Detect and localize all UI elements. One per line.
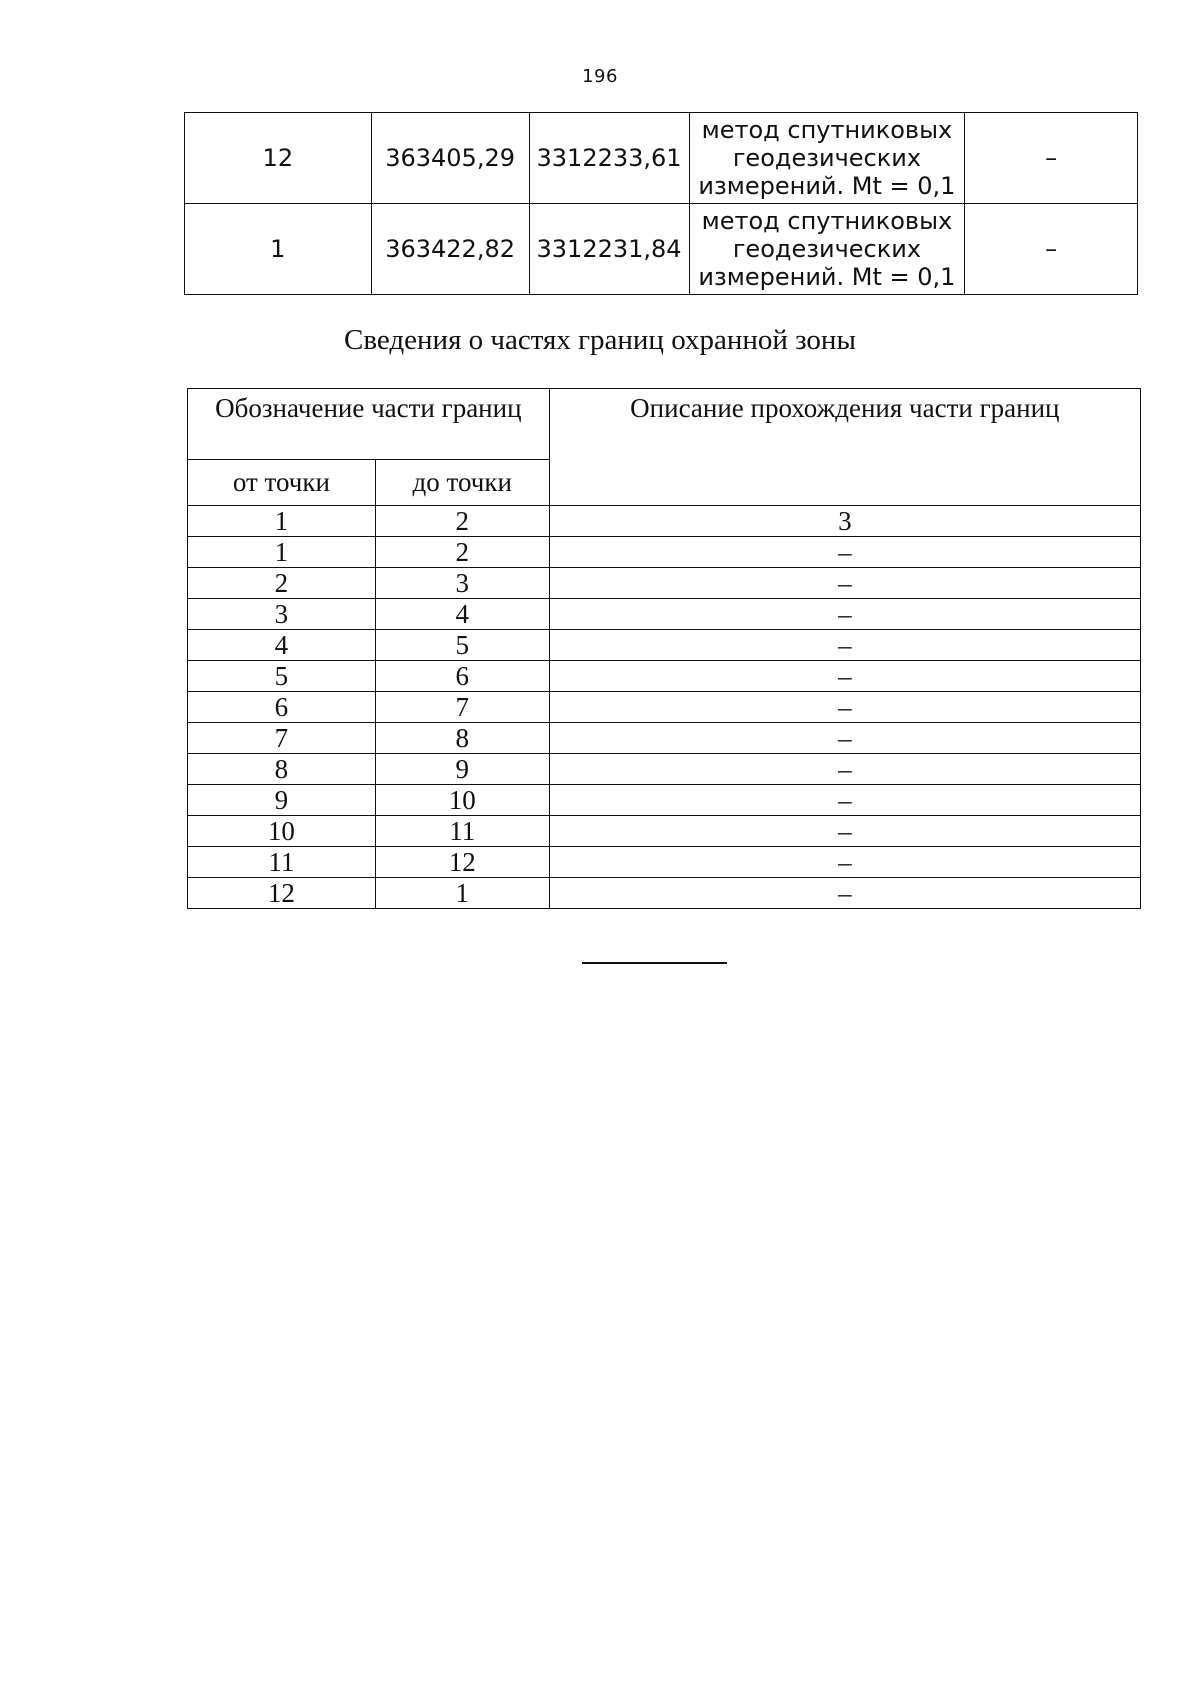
note-cell: – (965, 204, 1138, 295)
method-line: геодезических (732, 235, 922, 263)
from-point-cell: 8 (188, 754, 376, 785)
from-point-cell: 2 (188, 568, 376, 599)
description-cell: – (549, 847, 1140, 878)
boundary-parts-table (187, 388, 1141, 909)
table-row (188, 568, 1141, 599)
section-title: Сведения о частях границ охранной зоны (344, 324, 856, 356)
method-line: геодезических (732, 144, 922, 172)
from-point-cell: 6 (188, 692, 376, 723)
method-cell (689, 113, 965, 204)
x-coordinate: 363422,82 (371, 204, 529, 295)
description-cell: – (549, 599, 1140, 630)
table-row (185, 204, 1138, 295)
description-cell: – (549, 568, 1140, 599)
table-row (188, 537, 1141, 568)
description-cell: – (549, 723, 1140, 754)
from-point-header: от точки (188, 460, 376, 506)
table-row (188, 630, 1141, 661)
to-point-cell: 9 (375, 754, 549, 785)
y-coordinate: 3312233,61 (529, 113, 689, 204)
header-row (188, 389, 1141, 460)
designation-header: Обозначение части границ (188, 389, 550, 460)
table-row (188, 723, 1141, 754)
from-point-cell: 7 (188, 723, 376, 754)
method-line: метод спутниковых (701, 207, 953, 235)
to-point-cell: 5 (375, 630, 549, 661)
method-line: измерений. Mt = 0,1 (698, 172, 956, 200)
point-number: 12 (185, 113, 372, 204)
from-point-cell: 11 (188, 847, 376, 878)
table-row (188, 847, 1141, 878)
end-divider (582, 962, 727, 964)
coordinates-table (184, 112, 1138, 295)
description-cell: – (549, 537, 1140, 568)
point-number: 1 (185, 204, 372, 295)
table-row (185, 113, 1138, 204)
from-point-cell: 4 (188, 630, 376, 661)
method-cell (689, 204, 965, 295)
table-row (188, 692, 1141, 723)
description-header: Описание прохождения части границ (549, 389, 1140, 506)
description-cell: – (549, 785, 1140, 816)
table-row (188, 661, 1141, 692)
from-point-cell: 10 (188, 816, 376, 847)
from-point-cell: 9 (188, 785, 376, 816)
to-point-cell: 4 (375, 599, 549, 630)
description-cell: – (549, 630, 1140, 661)
method-line: измерений. Mt = 0,1 (698, 263, 956, 291)
table-row (188, 816, 1141, 847)
from-point-cell: 1 (188, 537, 376, 568)
to-point-cell: 7 (375, 692, 549, 723)
from-point-cell: 1 (188, 506, 376, 537)
description-cell: – (549, 692, 1140, 723)
x-coordinate: 363405,29 (371, 113, 529, 204)
to-point-cell: 3 (375, 568, 549, 599)
description-cell: 3 (549, 506, 1140, 537)
table-row (188, 506, 1141, 537)
to-point-cell: 6 (375, 661, 549, 692)
to-point-cell: 8 (375, 723, 549, 754)
table-row (188, 599, 1141, 630)
table-row (188, 754, 1141, 785)
to-point-cell: 10 (375, 785, 549, 816)
description-cell: – (549, 816, 1140, 847)
to-point-cell: 12 (375, 847, 549, 878)
page-number: 196 (582, 66, 618, 87)
description-cell: – (549, 878, 1140, 909)
table-row (188, 878, 1141, 909)
from-point-cell: 5 (188, 661, 376, 692)
to-point-cell: 2 (375, 537, 549, 568)
from-point-cell: 3 (188, 599, 376, 630)
from-point-cell: 12 (188, 878, 376, 909)
method-line: метод спутниковых (701, 116, 953, 144)
to-point-cell: 11 (375, 816, 549, 847)
to-point-cell: 1 (375, 878, 549, 909)
description-cell: – (549, 754, 1140, 785)
to-point-cell: 2 (375, 506, 549, 537)
y-coordinate: 3312231,84 (529, 204, 689, 295)
note-cell: – (965, 113, 1138, 204)
to-point-header: до точки (375, 460, 549, 506)
table-row (188, 785, 1141, 816)
description-cell: – (549, 661, 1140, 692)
